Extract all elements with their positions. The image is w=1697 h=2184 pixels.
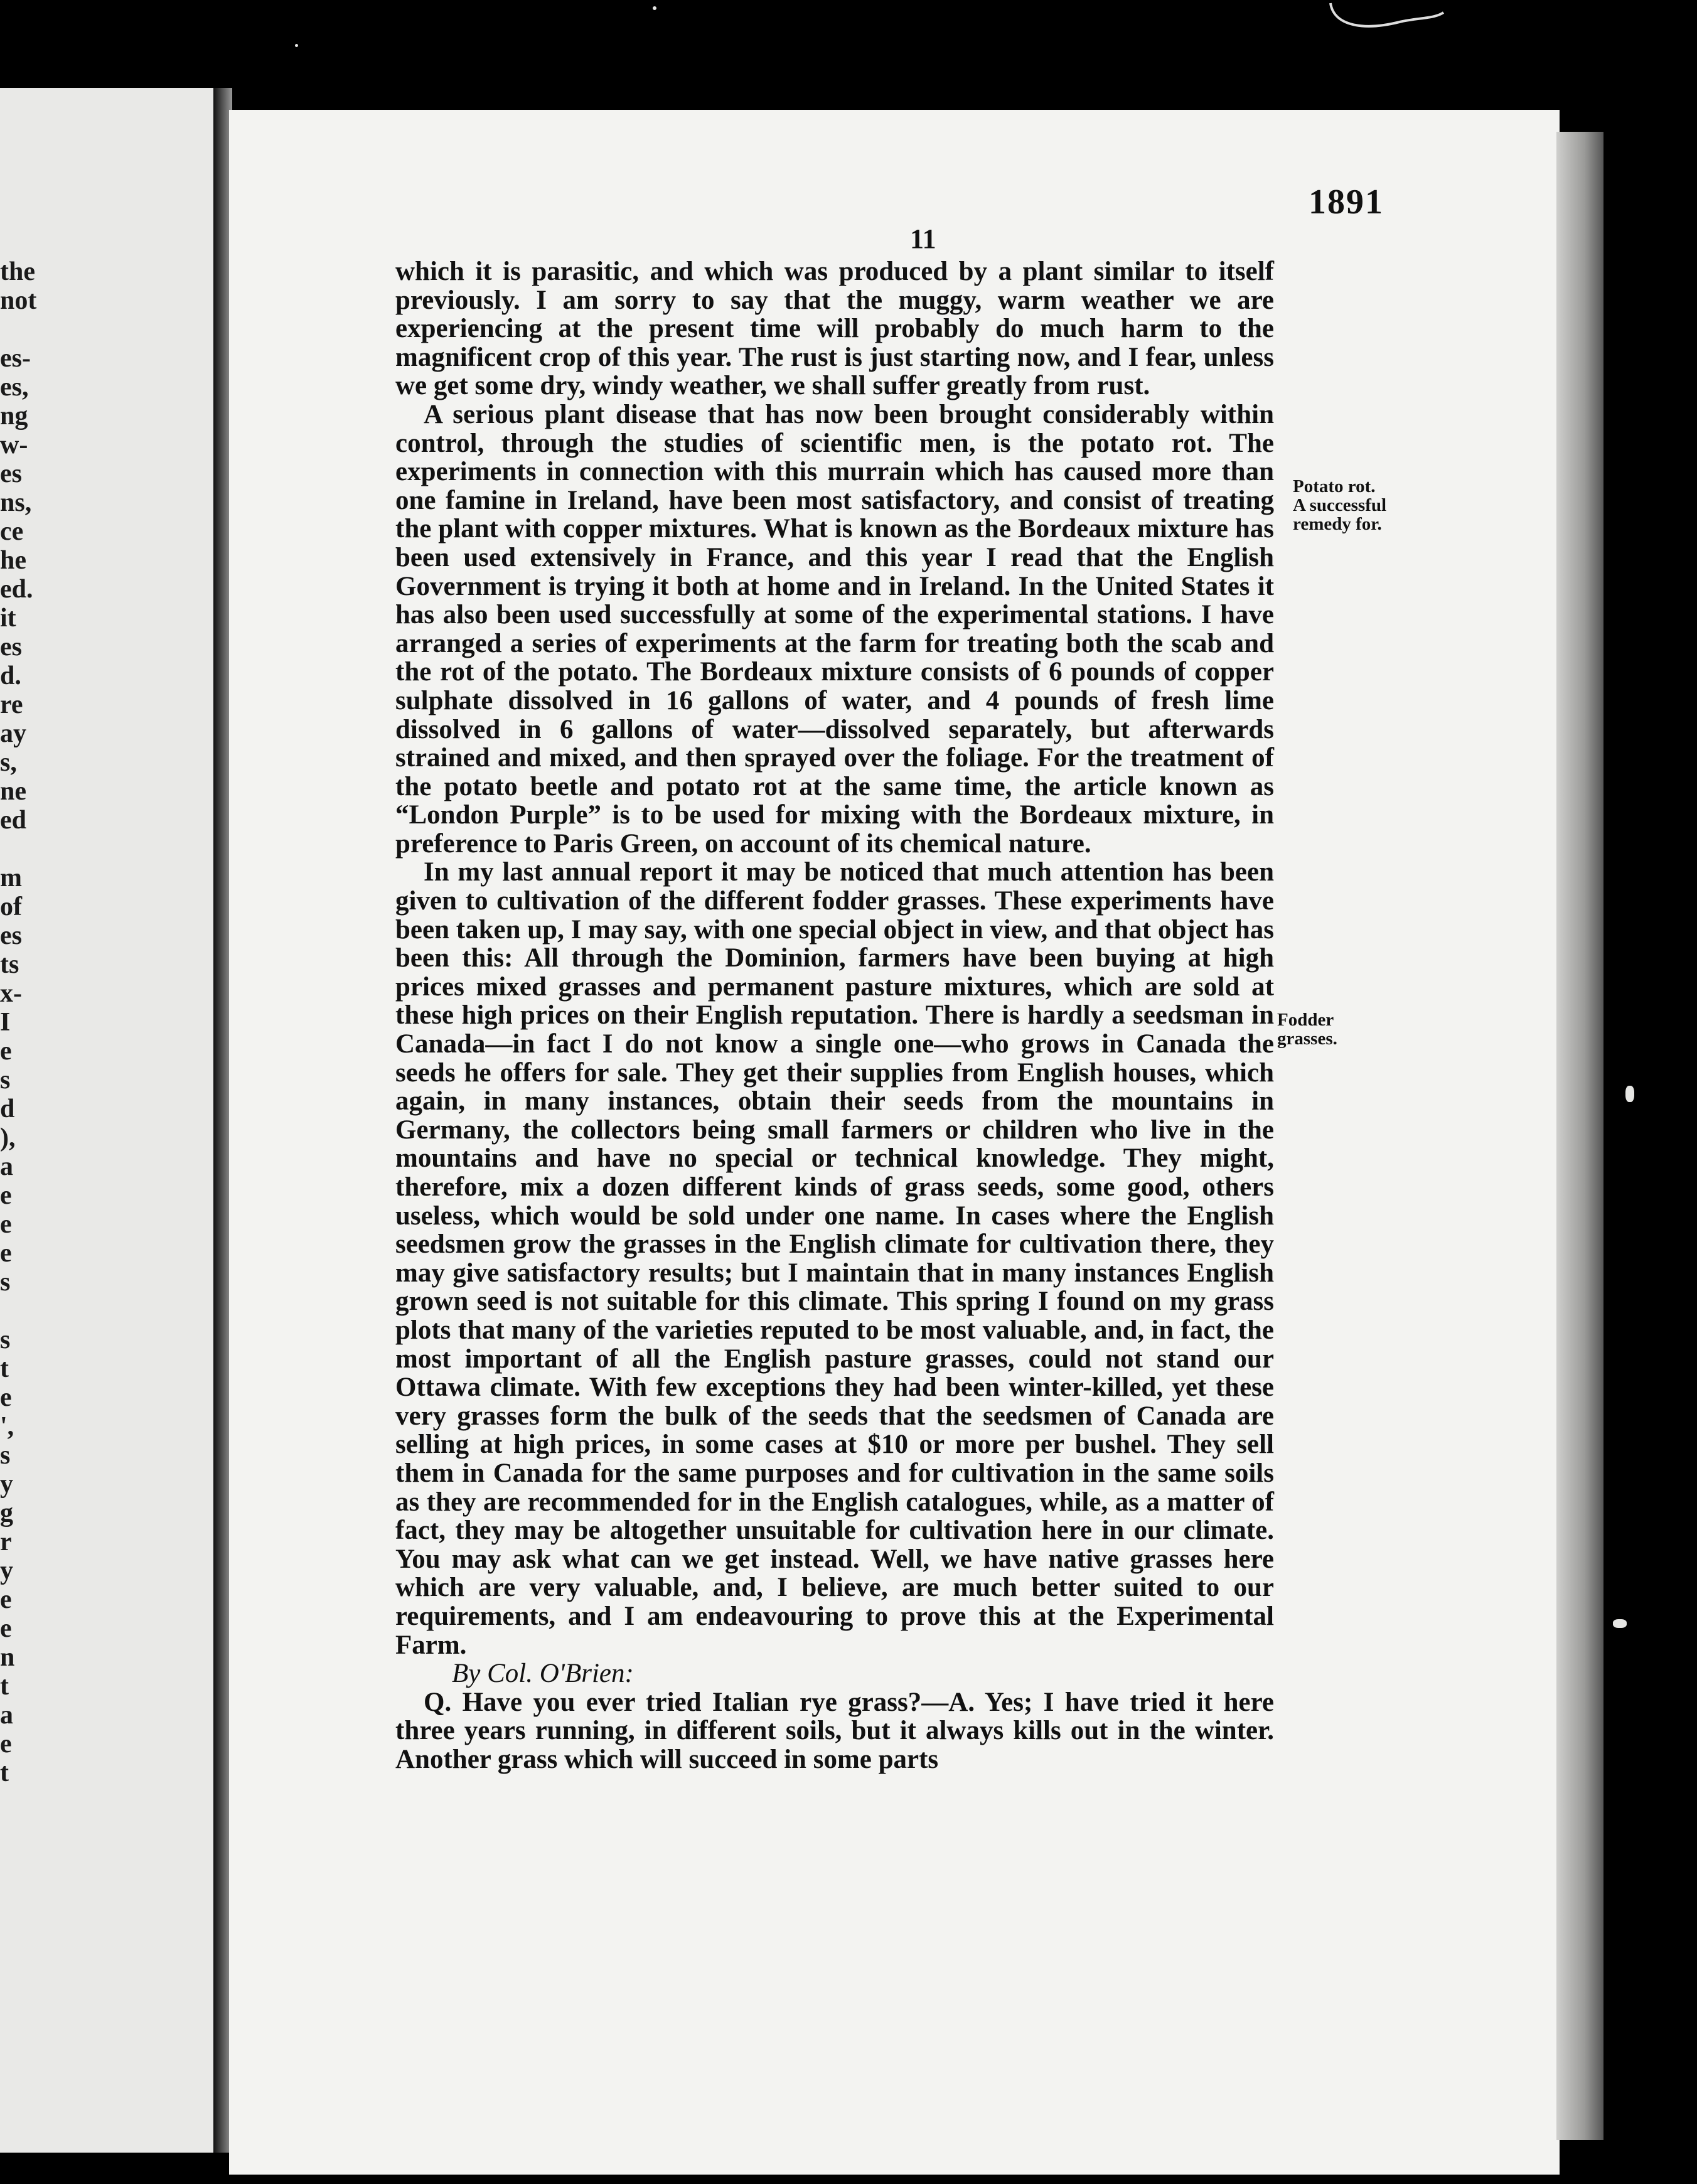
left-page-fragment: ne bbox=[0, 777, 26, 806]
left-page-fragment: a bbox=[0, 1152, 13, 1181]
left-page-fragment: t bbox=[0, 1758, 9, 1787]
dust-speck bbox=[653, 6, 656, 10]
page-number: 11 bbox=[910, 223, 936, 254]
left-page-fragment: not bbox=[0, 286, 37, 315]
left-page-fragment bbox=[0, 1297, 75, 1325]
left-page-fragment: ns, bbox=[0, 488, 32, 517]
speaker-heading: By Col. O'Brien: bbox=[452, 1659, 634, 1689]
left-page-fragment: e bbox=[0, 1239, 12, 1268]
left-page-fragment: es bbox=[0, 633, 22, 661]
left-page-fragment: x- bbox=[0, 979, 22, 1008]
left-page-fragment: s, bbox=[0, 748, 17, 777]
left-page-fragment: s bbox=[0, 1066, 11, 1095]
left-page-fragment: y bbox=[0, 1556, 13, 1585]
paragraph-rust: which it is parasitic, and which was produced by a plant similar to itself previously. I am sorry to say that the muggy, warm weather we are experiencing at the present time will probably do much harm to the magnificent crop of this year. The rust is just starting now, and I fear, unless we get some dry, windy weather, we shall suffer greatly from rust. bbox=[395, 257, 1274, 401]
left-page-fragment: ng bbox=[0, 402, 28, 431]
left-page-fragment: s bbox=[0, 1268, 11, 1297]
left-page-fragment: e bbox=[0, 1181, 12, 1210]
left-page-fragment: ed bbox=[0, 806, 26, 835]
left-page-fragment: e bbox=[0, 1614, 12, 1643]
left-page-fragment: e bbox=[0, 1210, 12, 1239]
margin-note-fodder-grasses: Fodder grasses. bbox=[1277, 1010, 1337, 1049]
dust-speck bbox=[1625, 1086, 1634, 1102]
left-page-fragment: a bbox=[0, 1701, 13, 1730]
left-page-fragment bbox=[0, 835, 75, 864]
left-page-fragment: g bbox=[0, 1499, 13, 1528]
left-page bbox=[0, 88, 213, 2153]
left-page-fragment: s bbox=[0, 1325, 11, 1354]
left-page-fragment: ts bbox=[0, 950, 19, 979]
left-page-fragment: es, bbox=[0, 373, 29, 402]
left-page-fragment: y bbox=[0, 1470, 13, 1499]
margin-note-potato-rot: Potato rot. A successful remedy for. bbox=[1293, 476, 1387, 534]
left-page-fragment: m bbox=[0, 864, 22, 892]
left-page-fragment: e bbox=[0, 1730, 12, 1758]
left-page-fragment: t bbox=[0, 1354, 9, 1383]
left-page-fragment: s bbox=[0, 1441, 11, 1470]
left-page-fragment bbox=[0, 315, 75, 344]
left-page-fragment: I bbox=[0, 1008, 11, 1037]
year-stamp: 1891 bbox=[1309, 183, 1384, 222]
left-page-fragment: ', bbox=[0, 1412, 14, 1441]
left-page-fragment: ), bbox=[0, 1123, 16, 1152]
body-text bbox=[395, 257, 1274, 1774]
left-page-fragment: es bbox=[0, 921, 22, 950]
left-page-fragment: the bbox=[0, 257, 35, 286]
left-page-fragment: he bbox=[0, 546, 26, 575]
left-page-fragment: it bbox=[0, 604, 16, 633]
left-page-fragment: re bbox=[0, 690, 23, 719]
left-page-fragment: r bbox=[0, 1528, 12, 1556]
page-edge bbox=[1556, 132, 1603, 2140]
dust-speck bbox=[295, 44, 298, 47]
left-page-fragment: es bbox=[0, 459, 22, 488]
left-page-fragment: e bbox=[0, 1383, 12, 1412]
left-page-fragment: ay bbox=[0, 719, 26, 748]
left-page-text-fragments bbox=[0, 257, 75, 1787]
paragraph-question: Q. Have you ever tried Italian rye grass?—A. Yes; I have tried it here three years running, in different soils, but it always kills out in the winter. Another grass which will succeed in some parts bbox=[395, 1687, 1274, 1774]
left-page-fragment: of bbox=[0, 892, 22, 921]
left-page-fragment: es- bbox=[0, 344, 31, 373]
paragraph-potato-rot: A serious plant disease that has now been brought considerably within control, through the studies of scientific men, is the potato rot. The experiments in connection with this murrain which has caused more than one famine in Ireland, have been most satisfactory, and consist of treating the plant with copper mixtures. What is known as the Bordeaux mixture has been used extensively in France, and this year I read that the English Government is trying it both at home and in Ireland. In the United States it has also been used successfully at some of the experimental stations. I have arranged a series of experiments at the farm for treating both the scab and the rot of the potato. The Bordeaux mixture consists of 6 pounds of copper sulphate dissolved in 16 gallons of water, and 4 pounds of fresh lime dissolved in 6 gallons of water—dissolved separately, but afterwards strained and mixed, and then sprayed over the foliage. For the treatment of the potato beetle and potato rot at the same time, the article known as “London Purple” is to be used for mixing with the Bordeaux mixture, in preference to Paris Green, on account of its chemical nature. bbox=[395, 399, 1274, 859]
left-page-fragment: ed. bbox=[0, 575, 33, 604]
left-page-fragment: d bbox=[0, 1095, 15, 1123]
left-page-fragment: n bbox=[0, 1643, 15, 1672]
left-page-fragment: ce bbox=[0, 517, 24, 546]
left-page-fragment: d. bbox=[0, 661, 21, 690]
left-page-fragment: e bbox=[0, 1585, 12, 1614]
dust-speck bbox=[1613, 1619, 1627, 1628]
left-page-fragment: t bbox=[0, 1672, 9, 1701]
left-page-fragment: e bbox=[0, 1037, 12, 1066]
pen-mark bbox=[1324, 0, 1450, 38]
left-page-fragment: w- bbox=[0, 431, 28, 459]
paragraph-fodder-grasses: In my last annual report it may be noticed that much attention has been given to cultivation of the different fodder grasses. These experiments have been taken up, I may say, with one special object in view, and that object has been this: All through the Dominion, farmers have been buying at high prices mixed grasses and permanent pasture mixtures, which are sold at these high prices on their English reputation. There is hardly a seedsman in Canada—in fact I do not know a single one—who grows in Canada the seeds he offers for sale. They get their supplies from English houses, which again, in many instances, obtain their seeds from the mountains in Germany, the collectors being small farmers or children who live in the mountains and have no special or technical knowledge. They might, therefore, mix a dozen different kinds of grass seeds, some good, others useless, which would be sold under one name. In cases where the English seedsmen grow the grasses in the English climate for cultivation there, they may give satisfactory results; but I maintain that in many instances English grown seed is not suitable for this climate. This spring I found on my grass plots that many of the varieties reputed to be most valuable, and, in fact, the most important of all the English pasture grasses, could not stand our Ottawa climate. With few exceptions they had been winter-killed, yet these very grasses form the bulk of the seeds that the seedsmen of Canada are selling at high prices, in some cases at $10 or more per bushel. They sell them in Canada for the same purposes and for cultivation in the same soils as they are recommended for in the English catalogues, while, as a matter of fact, they may be altogether unsuitable for cultivation here in our climate. You may ask what can we get instead. Well, we have native grasses here which are very valuable, and, I believe, are much better suited to our requirements, and I am endeavouring to prove this at the Experimental Farm. bbox=[395, 857, 1274, 1660]
